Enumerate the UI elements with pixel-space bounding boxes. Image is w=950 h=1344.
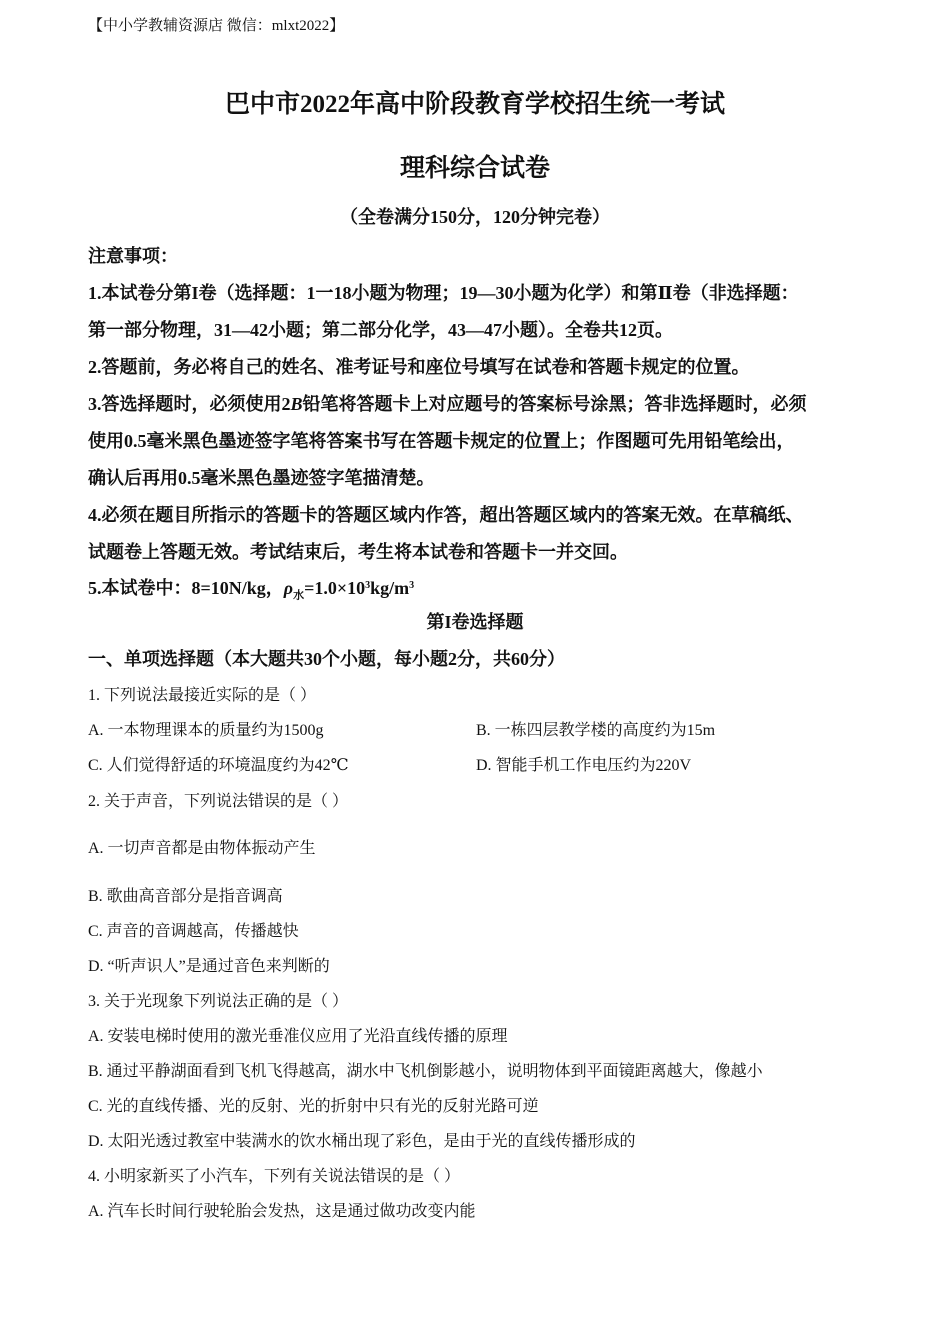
notice-line-8: 试题卷上答题无效。考试结束后，考生将本试卷和答题卡一并交回。 — [88, 542, 628, 562]
question-1-option-b: B. 一栋四层教学楼的高度约为15m — [476, 722, 716, 739]
section-title: 第I卷选择题 — [426, 612, 524, 632]
question-4-option-a: A. 汽车长时间行驶轮胎会发热，这是通过做功改变内能 — [88, 1203, 476, 1220]
rho-symbol: ρ — [283, 578, 294, 598]
rho-subscript: 水 — [293, 589, 305, 602]
question-3-option-a: A. 安装电梯时使用的激光垂准仪应用了光沿直线传播的原理 — [88, 1028, 508, 1045]
question-3-option-b: B. 通过平静湖面看到飞机飞得越高，湖水中飞机倒影越小，说明物体到平面镜距离越大，像越小 — [88, 1063, 763, 1080]
notice-line-9-part-a: 5.本试卷中：8=10N/kg， — [88, 578, 284, 598]
notice-line-9-part-c: kg/m — [370, 578, 410, 598]
question-1-option-c: C. 人们觉得舒适的环境温度约为42℃ — [88, 757, 349, 774]
question-3-stem: 3. 关于光现象下列说法正确的是（ ） — [88, 993, 349, 1010]
notice-line-2: 第一部分物理，31—42小题；第二部分化学，43—47小题）。全卷共12页。 — [88, 320, 673, 340]
part-title: 一、单项选择题（本大题共30个小题，每小题2分，共60分） — [88, 649, 565, 669]
question-1-stem: 1. 下列说法最接近实际的是（ ） — [88, 687, 317, 704]
question-2-option-c: C. 声音的音调越高，传播越快 — [88, 923, 299, 940]
exponent-2: 3 — [409, 580, 415, 591]
question-2-option-a: A. 一切声音都是由物体振动产生 — [88, 840, 316, 857]
notice-line-1: 1.本试卷分第I卷（选择题：1一18小题为物理；19—30小题为化学）和第Ⅱ卷（非选择题： — [88, 283, 799, 303]
question-1-option-a: A. 一本物理课本的质量约为1500g — [88, 722, 324, 739]
exam-title: 巴中市2022年高中阶段教育学校招生统一考试 — [224, 91, 725, 118]
notice-line-9-part-b: =1.0×10 — [304, 578, 366, 598]
question-2-option-b: B. 歌曲高音部分是指音调高 — [88, 888, 283, 905]
notice-line-7: 4.必须在题目所指示的答题卡的答题区域内作答，超出答题区域内的答案无效。在草稿纸、 — [88, 505, 804, 525]
exam-score-note: （全卷满分150分，120分钟完卷） — [340, 207, 610, 227]
question-1-option-d: D. 智能手机工作电压约为220V — [476, 757, 692, 774]
notice-line-3: 2.答题前，务必将自己的姓名、准考证号和座位号填写在试卷和答题卡规定的位置。 — [88, 357, 750, 377]
notice-line-4-pencil-grade: B — [290, 394, 303, 414]
question-3-option-d: D. 太阳光透过教室中装满水的饮水桶出现了彩色，是由于光的直线传播形成的 — [88, 1133, 636, 1150]
notice-line-6: 确认后再用0.5毫米黑色墨迹签字笔描清楚。 — [88, 468, 435, 488]
exam-subtitle: 理科综合试卷 — [399, 155, 550, 182]
watermark-text: 【中小学教辅资源店 微信：mlxt2022】 — [88, 18, 345, 34]
question-2-stem: 2. 关于声音，下列说法错误的是（ ） — [88, 793, 349, 810]
notice-line-9 — [88, 574, 414, 603]
notice-line-4 — [88, 390, 807, 416]
notice-heading: 注意事项： — [88, 246, 178, 266]
notice-line-4-part-a: 3.答选择题时，必须使用2 — [88, 394, 291, 414]
question-2-option-d: D. “听声识人”是通过音色来判断的 — [88, 958, 330, 975]
question-4-stem: 4. 小明家新买了小汽车，下列有关说法错误的是（ ） — [88, 1168, 461, 1185]
notice-line-5: 使用0.5毫米黑色墨迹签字笔将答案书写在答题卡规定的位置上；作图题可先用铅笔绘出， — [88, 431, 795, 451]
exponent-1: 3 — [365, 580, 371, 591]
notice-line-4-part-c: 铅笔将答题卡上对应题号的答案标号涂黑；答非选择题时，必须 — [302, 394, 807, 414]
question-3-option-c: C. 光的直线传播、光的反射、光的折射中只有光的反射光路可逆 — [88, 1098, 539, 1115]
